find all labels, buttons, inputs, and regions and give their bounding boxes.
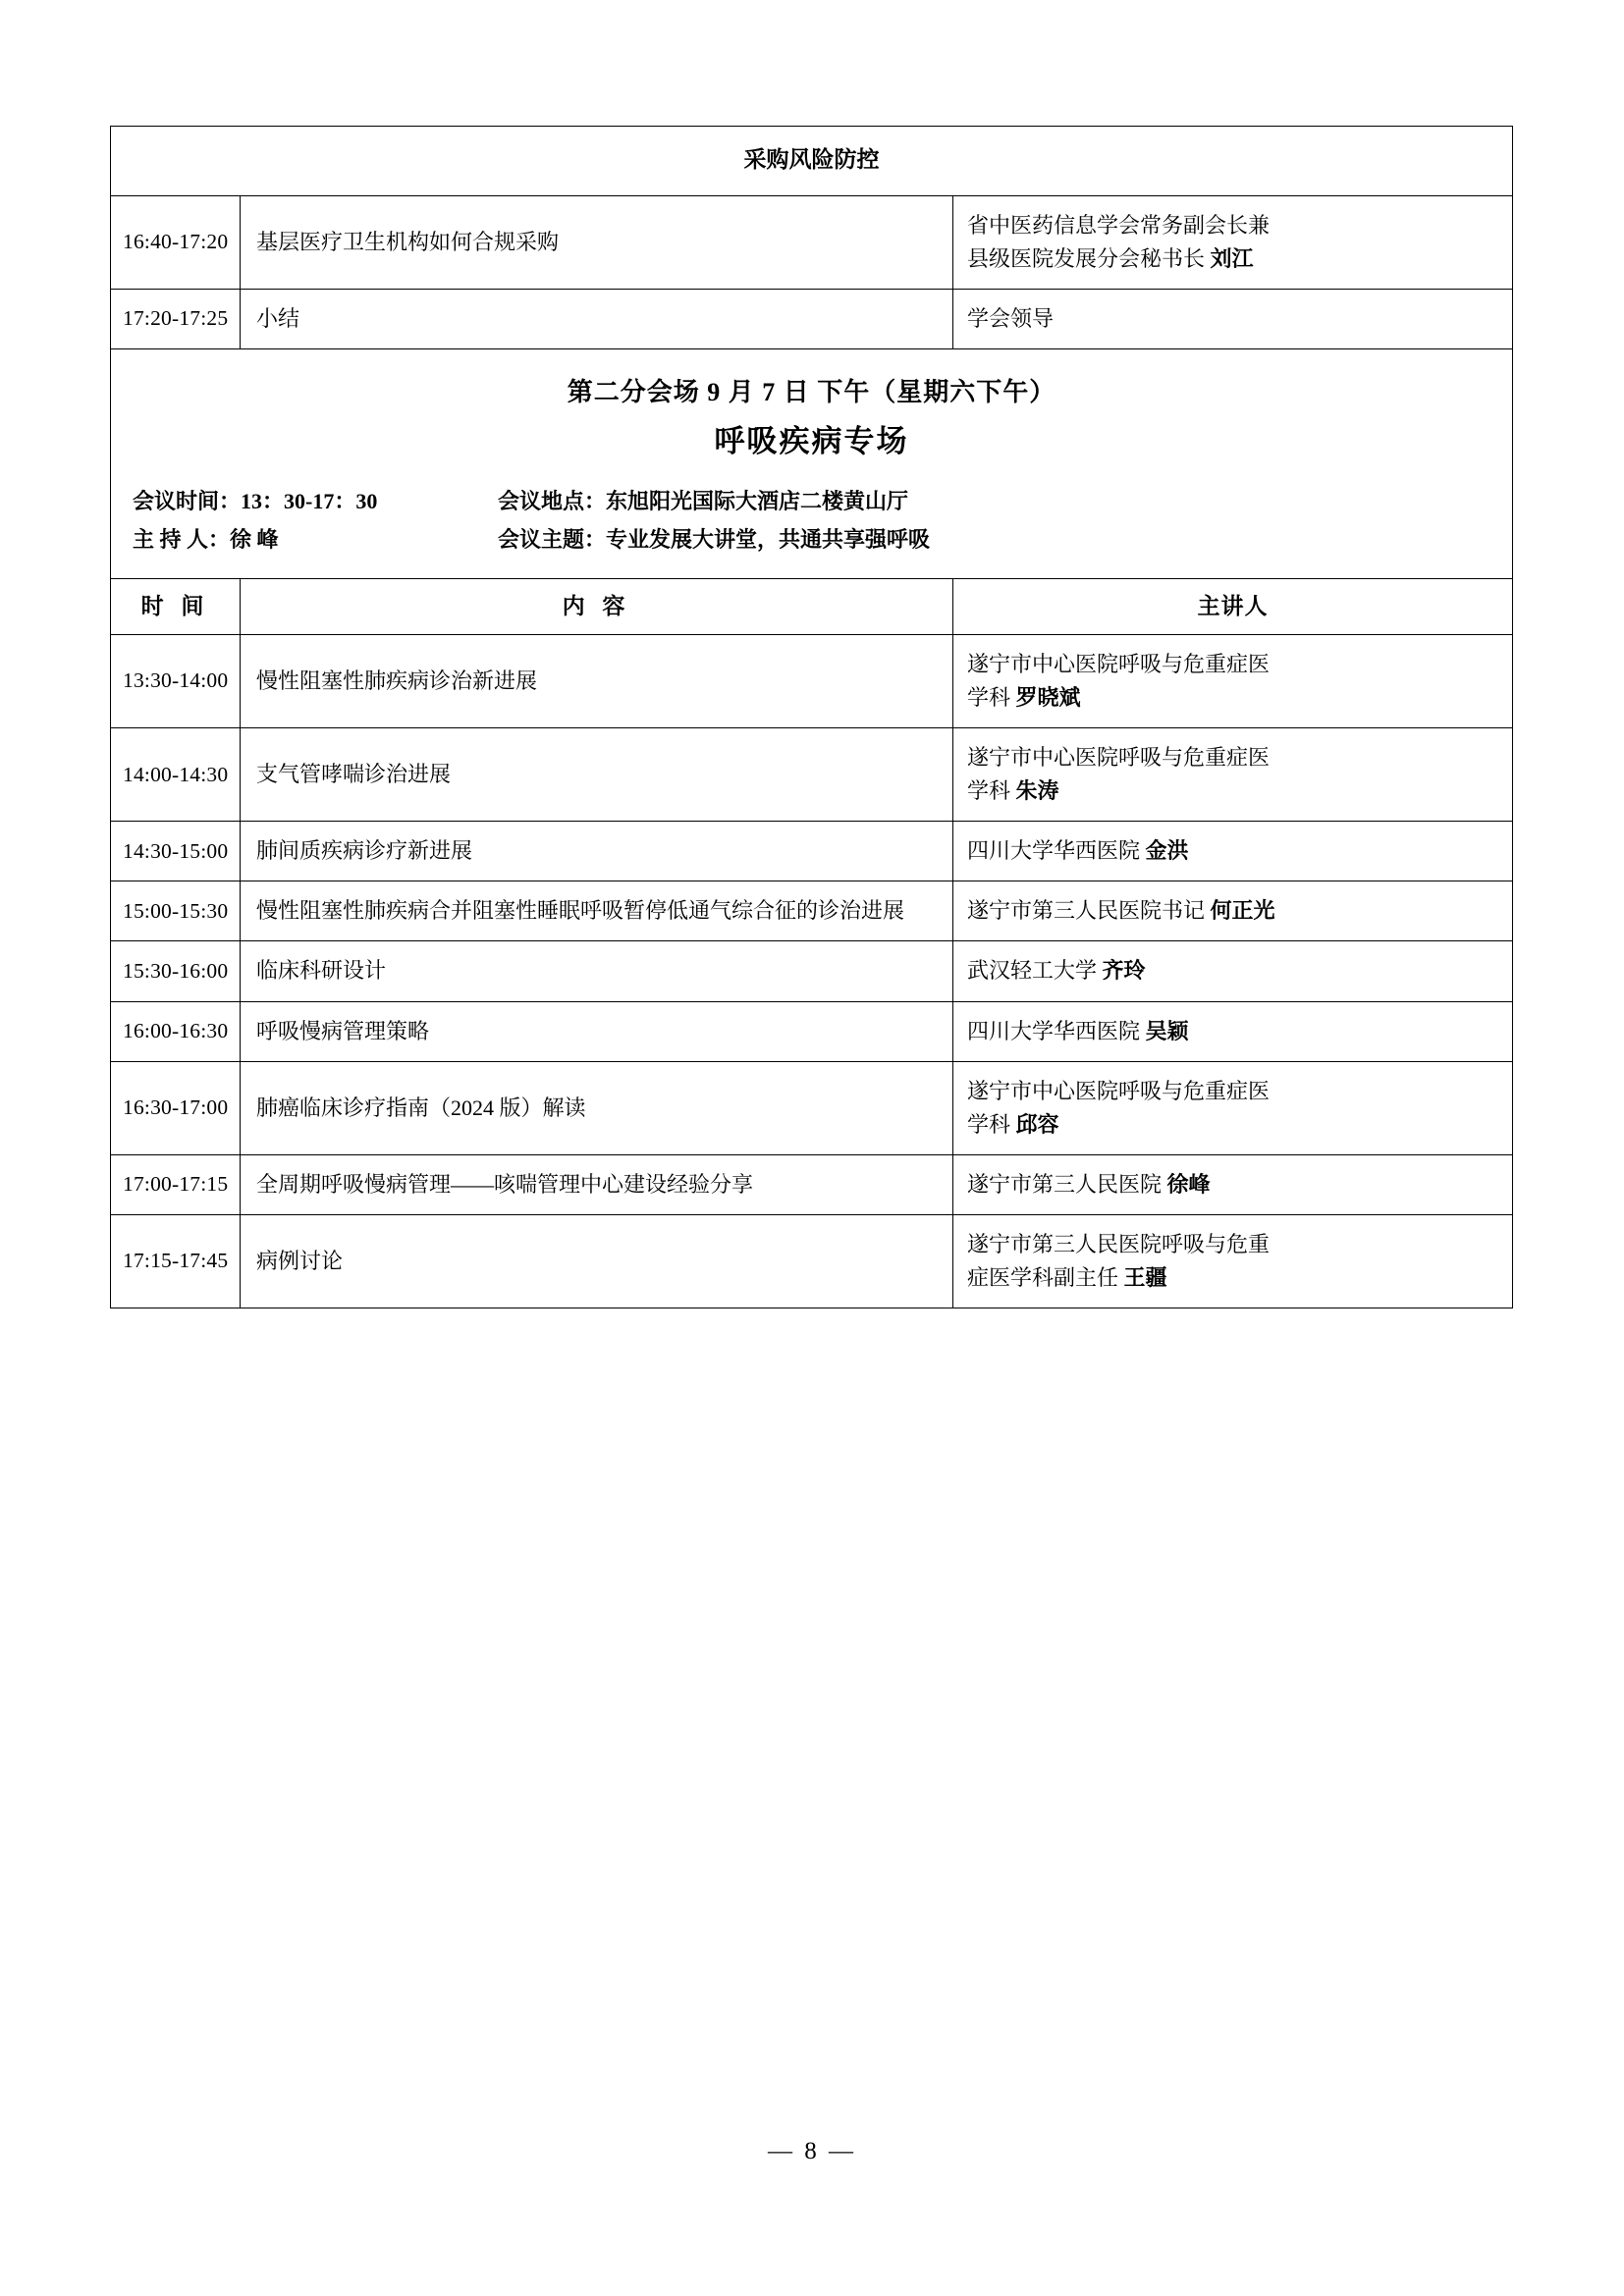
speaker-name: 金洪: [1145, 838, 1189, 864]
session-place-label: 会议地点：东旭阳光国际大酒店二楼黄山厅: [498, 489, 909, 514]
row-topic: 支气管哮喘诊治进展: [256, 762, 452, 787]
row-topic-cell: [241, 941, 953, 1001]
section-band-label: 采购风险防控: [743, 147, 880, 172]
row-time-cell: [111, 195, 241, 289]
speaker-affiliation-line-1: 省中医药信息学会常务副会长兼: [967, 212, 1271, 238]
speaker-affiliation-line-1: 四川大学华西医院: [967, 1018, 1141, 1043]
row-speaker-cell: [953, 1154, 1513, 1214]
row-time-cell: [111, 634, 241, 727]
speaker-name: 齐玲: [1102, 958, 1146, 984]
session-heading: 第二分会场 9 月 7 日 下午（星期六下午）: [567, 377, 1056, 406]
row-topic: 呼吸慢病管理策略: [256, 1018, 430, 1043]
row-speaker: [953, 728, 1512, 821]
session-theme-label: 会议主题：专业发展大讲堂，共通共享强呼吸: [498, 526, 931, 552]
row-time: 14:30-15:00: [123, 838, 229, 863]
column-header-content-cell: [241, 579, 953, 635]
row-time-cell: [111, 1214, 241, 1308]
speaker-affiliation-line-1: 遂宁市中心医院呼吸与危重症医: [967, 1078, 1271, 1103]
agenda-table: [110, 126, 1513, 1308]
row-topic: 小结: [256, 305, 300, 331]
row-time: 15:00-15:30: [123, 898, 229, 923]
row-time-cell: [111, 728, 241, 822]
session-title: 呼吸疾病专场: [714, 424, 909, 460]
table-row: [111, 822, 1513, 881]
speaker-name: 罗晓斌: [1015, 685, 1081, 710]
table-row: [111, 195, 1513, 289]
speaker-name: 刘江: [1210, 245, 1254, 271]
row-speaker-cell: [953, 289, 1513, 348]
row-time: 16:00-16:30: [123, 1018, 229, 1042]
session-heading-cell: [111, 348, 1513, 578]
row-time: 15:30-16:00: [123, 958, 229, 983]
row-time: 17:00-17:15: [123, 1172, 229, 1197]
session-meta-row-1: [133, 483, 1502, 521]
row-speaker: [953, 881, 1512, 940]
row-time: 17:15-17:45: [123, 1249, 229, 1273]
column-header-row: [111, 579, 1513, 635]
table-row: [111, 1001, 1513, 1061]
row-time: 16:30-17:00: [123, 1095, 229, 1120]
row-topic-cell: [241, 634, 953, 727]
table-row: [111, 941, 1513, 1001]
row-time-cell: [111, 1001, 241, 1061]
speaker-name: 何正光: [1210, 898, 1275, 924]
section-band-row: [111, 127, 1513, 196]
row-topic: 全周期呼吸慢病管理——咳喘管理中心建设经验分享: [256, 1171, 754, 1197]
row-speaker: [953, 941, 1512, 1000]
row-topic-cell: [241, 289, 953, 348]
row-topic-cell: [241, 728, 953, 822]
row-speaker: [953, 1062, 1512, 1154]
table-row: [111, 881, 1513, 941]
row-time-cell: [111, 1154, 241, 1214]
row-topic: 慢性阻塞性肺疾病诊治新进展: [256, 667, 538, 693]
speaker-affiliation-line-2: 学科 朱涛: [967, 778, 1059, 804]
row-topic: 临床科研设计: [256, 958, 387, 984]
column-header-time: 时 间: [140, 594, 210, 619]
speaker-name: 吴颖: [1145, 1018, 1189, 1043]
row-speaker-cell: [953, 1214, 1513, 1308]
agenda-container: [110, 126, 1512, 1308]
session-time-label: 会议时间：13：30-17：30: [133, 489, 378, 514]
row-topic: 病例讨论: [256, 1248, 344, 1273]
row-topic-cell: [241, 1154, 953, 1214]
row-topic: 慢性阻塞性肺疾病合并阻塞性睡眠呼吸暂停低通气综合征的诊治进展: [256, 898, 905, 924]
table-row: [111, 634, 1513, 727]
row-time: 13:30-14:00: [123, 668, 229, 693]
speaker-affiliation-line-1: 四川大学华西医院: [967, 838, 1141, 864]
row-speaker: [953, 290, 1512, 348]
row-time: 17:20-17:25: [123, 306, 229, 331]
row-speaker-cell: [953, 195, 1513, 289]
speaker-affiliation-line-1: 学会领导: [967, 305, 1055, 331]
speaker-affiliation-line-2: 学科 罗晓斌: [967, 685, 1081, 710]
session-meta: [121, 483, 1502, 559]
speaker-affiliation-line-2: 县级医院发展分会秘书长 刘江: [967, 245, 1254, 271]
speaker-affiliation-line-1: 遂宁市第三人民医院呼吸与危重: [967, 1231, 1271, 1256]
table-row: [111, 1061, 1513, 1154]
row-time-cell: [111, 822, 241, 881]
row-topic: 肺癌临床诊疗指南（2024 版）解读: [256, 1095, 586, 1120]
row-time-cell: [111, 1061, 241, 1154]
row-speaker-cell: [953, 634, 1513, 727]
speaker-affiliation-line-1: 遂宁市第三人民医院书记: [967, 898, 1206, 924]
row-speaker-cell: [953, 881, 1513, 941]
row-topic: 肺间质疾病诊疗新进展: [256, 838, 473, 864]
speaker-affiliation-line-1: 遂宁市第三人民医院: [967, 1171, 1163, 1197]
session-block: [111, 349, 1512, 578]
speaker-affiliation-line-1: 遂宁市中心医院呼吸与危重症医: [967, 745, 1271, 771]
row-speaker-cell: [953, 1001, 1513, 1061]
row-speaker: [953, 1215, 1512, 1308]
speaker-name: 徐峰: [1166, 1171, 1211, 1197]
row-speaker-cell: [953, 728, 1513, 822]
row-speaker: [953, 1155, 1512, 1214]
row-time: 14:00-14:30: [123, 762, 229, 786]
row-speaker: [953, 635, 1512, 727]
row-topic-cell: [241, 881, 953, 941]
table-row: [111, 1214, 1513, 1308]
table-row: [111, 728, 1513, 822]
row-speaker: [953, 196, 1512, 289]
speaker-affiliation-line-2: 症医学科副主任 王疆: [967, 1265, 1167, 1291]
row-time-cell: [111, 941, 241, 1001]
speaker-name: 朱涛: [1015, 778, 1059, 804]
speaker-affiliation-line-1: 武汉轻工大学: [967, 958, 1098, 984]
row-speaker: [953, 1002, 1512, 1061]
speaker-affiliation-line-2: 学科 邱容: [967, 1111, 1059, 1137]
row-topic-cell: [241, 1001, 953, 1061]
row-topic: 基层医疗卫生机构如何合规采购: [256, 229, 560, 254]
row-topic-cell: [241, 1214, 953, 1308]
row-speaker: [953, 822, 1512, 881]
speaker-name: 邱容: [1015, 1111, 1059, 1137]
table-row: [111, 1154, 1513, 1214]
row-speaker-cell: [953, 822, 1513, 881]
column-header-time-cell: [111, 579, 241, 635]
table-row: [111, 289, 1513, 348]
row-time: 16:40-17:20: [123, 230, 229, 254]
session-meta-row-2: [133, 521, 1502, 560]
session-host-label: 主 持 人：徐 峰: [133, 526, 279, 552]
row-time-cell: [111, 289, 241, 348]
page-number: — 8 —: [768, 2138, 856, 2164]
row-time-cell: [111, 881, 241, 941]
column-header-speaker: 主讲人: [1197, 594, 1269, 619]
session-heading-row: [111, 348, 1513, 578]
row-topic-cell: [241, 195, 953, 289]
speaker-name: 王疆: [1123, 1265, 1167, 1291]
speaker-affiliation-line-1: 遂宁市中心医院呼吸与危重症医: [967, 651, 1271, 676]
column-header-speaker-cell: [953, 579, 1513, 635]
row-topic-cell: [241, 822, 953, 881]
column-header-content: 内 容: [562, 594, 631, 619]
section-band-cell: [111, 127, 1513, 196]
row-speaker-cell: [953, 941, 1513, 1001]
row-speaker-cell: [953, 1061, 1513, 1154]
row-topic-cell: [241, 1061, 953, 1154]
